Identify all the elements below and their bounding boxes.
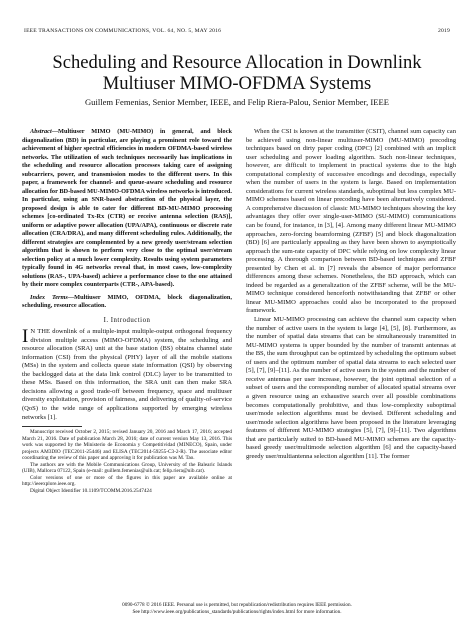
index-terms: [22, 294, 232, 311]
footnote-color: Color versions of one or more of the figures in this paper are available online at http://ieeexplore.ieee.org.: [22, 474, 232, 488]
author-list: Guillem Femenias, Senior Member, IEEE, and Felip Riera-Palou, Senior Member, IEEE: [84, 97, 390, 107]
footnote-manuscript: Manuscript received October 2, 2015; revised January 20, 2016 and March 17, 2016; accepted March 21, 2016. Date of publication March 28, 2016; date of current version May 13, 2016. This work was supported by the Ministerio de Economia y Competitividad (MINECO), Spain, under projects AM3DIO (TEC2011-25446) and ELISA (TEC2014-59255-C3-2-R). The associate editor coordinating the review of this paper and approving it for publication was M. Tao.: [22, 429, 232, 462]
footnote-divider: [22, 426, 82, 427]
abstract-text: —Multiuser MIMO (MU-MIMO) in general, and block diagonalization (BD) in particular, are playing a prominent role toward the achievement of higher spectral efficiencies in modern OFDMA-based wireless networks. The utilization of such techniques necessarily has implications in the scheduling and resource allocation processes taking care of assigning subcarriers, power, and transmission modes to the different users. In this paper, a framework for channel- and queue-aware scheduling and resource allocation for BD-based MU-MIMO-OFDMA wireless networks is introduced. In particular, using an SNR-based abstraction of the physical layer, the proposed design is able to cater for different BD-MU-MIMO processing schemes [co-ordinated Tx-Rx (CTR) or receive antenna selection (RAS)], uniform or adaptive power allocation (UPA/APA), continuous or discrete rate allocation (CRA/DRA), and many different scheduling rules. Additionally, the different strategies are complemented by a new greedy user/stream selection algorithm that is shown to perform very close to the optimal user/stream selection policy at a much lower complexity. Results using system parameters typically found in 4G networks reveal that, in most cases, low-complexity solutions (RAS-, UPA-based) achieve a performance close to the one attained by their more complex counterparts (CTR-, APA-based).: [22, 128, 232, 288]
intro-paragraph: [22, 328, 232, 422]
footnote-doi: Digital Object Identifier 10.1109/TCOMM.2016.2547424: [30, 487, 152, 494]
right-column: [246, 128, 456, 461]
title-line-2: Multiuser MIMO-OFDMA Systems: [102, 73, 372, 94]
title-line-1: Scheduling and Resource Allocation in Downlink: [52, 52, 422, 73]
footnote-affiliation: The authors are with the Mobile Communications Group, University of the Balearic Islands (UIB), Mallorca 07122, Spain (e-mail: guillem.femenias@uib.cat; felip.riera@uib.cat).: [22, 461, 232, 475]
abstract-lead: Abstract: [30, 128, 52, 135]
page-number: 2019: [438, 28, 450, 34]
index-terms-lead: Index Terms: [30, 293, 68, 301]
drop-cap: I: [22, 326, 29, 348]
paper-title: [20, 52, 454, 94]
section-heading: I. Introduction: [103, 316, 151, 324]
footnotes: [22, 429, 232, 494]
body-paragraph: Linear MU-MIMO processing can achieve the channel sum capacity when the number of active users in the system is large [4], [5], [8]. Furthermore, as the number of spatial data streams that can be simultaneously transmitted in MU-MIMO systems is upper bounded by the number of transmit antennas at the BS, the sum throughput can be optimized by scheduling the optimum subset of users and the optimum number of spatial data streams to each selected user [5], [7], [9]–[11]. As the number of active users in the system and the number of receive antennas per user increase, however, the joint optimal selection of a subset of users and the corresponding number of allocated spatial streams over a given resource using an exhaustive search over all possible combinations becomes computationally prohibitive, and thus low-complexity suboptimal user/mode selection algorithms must be devised. Different scheduling and user/mode selection algorithms have been proposed in the literature leveraging features of different MU-MIMO strategies [5], [7], [9]–[11]. Two algorithms that are particularly suited to BD-based MU-MIMO schemes are the capacity-based greedy user/multimode selection algorithm [6] and the capacity-based greedy user/multiantenna selection algorithm [11]. The former: [246, 316, 456, 460]
journal-name: IEEE TRANSACTIONS ON COMMUNICATIONS, VOL. 64, NO. 5, MAY 2016: [24, 28, 222, 34]
left-column: [22, 128, 232, 494]
copyright-line: 0090-6778 © 2016 IEEE. Personal use is permitted, but republication/redistribution requires IEEE permission.: [122, 602, 352, 608]
index-terms-text: —Multiuser MIMO, OFDMA, block diagonalization, scheduling, resource allocation.: [22, 293, 232, 309]
body-paragraph: When the CSI is known at the transmitter (CSIT), channel sum capacity can be achieved using non-linear multiuser-MIMO (MU-MIMO) precoding techniques based on dirty paper coding (DPC) [2] combined with an implicit user scheduling and power loading algorithm. Such non-linear techniques, however, are difficult to implement in practical systems due to the high computational complexity of successive encodings and decodings, especially when the number of users in the system is large. Based on implementation considerations for current wireless standards, suboptimal but less complex MU-MIMO schemes based on linear precoding have been alternatively considered. A comprehensive discussion of classic MU-MIMO techniques showing the key advantages they offer over single-user-MIMO (SU-MIMO) communications can be found, for instance, in [3], [4]. Among many different linear MU-MIMO approaches, zero-forcing beamforming (ZFBF) [5] and block diagonalization (BD) [6] are particularly appealing as they have been shown to asymptotically approach the sum-rate capacity of DPC while relying on low complexity linear processing. A thorough comparison between BD-based techniques and ZFBF presented by Chen et al. in [7] reveals the absence of major performance differences among these schemes. Nonetheless, the BD approach, which can indeed be regarded as a generalization of the ZFBF scheme, will be the MU-MIMO technique considered henceforth notwithstanding that ZFBF or other linear MU-MIMO approaches could also be incorporated to the proposed framework.: [246, 128, 456, 315]
abstract: [22, 128, 232, 290]
rights-link-line: See http://www.ieee.org/publications_standards/publications/rights/index.html for more information.: [132, 608, 342, 615]
running-head: [24, 28, 450, 34]
copyright-footer: [20, 602, 454, 615]
intro-text: N THE downlink of a multiple-input multiple-output orthogonal frequency division multiple access (MIMO-OFDMA) system, the scheduling and resource allocation (SRA) unit at the base station (BS) obtains channel state information (CSI) from the physical (PHY) layer of all the mobile stations (MSs) in the system and collects queue state information (QSI) by observing the backlogged data at the data link control (DLC) layer to be transmitted to these MSs. Based on this information, the SRA unit can then make SRA decisions allowing a good trade-off between frequency, space and multiuser diversity exploitation, provision of fairness, and delivering of quality-of-service (QoS) to the wide range of applications supported by emerging wireless networks [1].: [22, 328, 232, 421]
